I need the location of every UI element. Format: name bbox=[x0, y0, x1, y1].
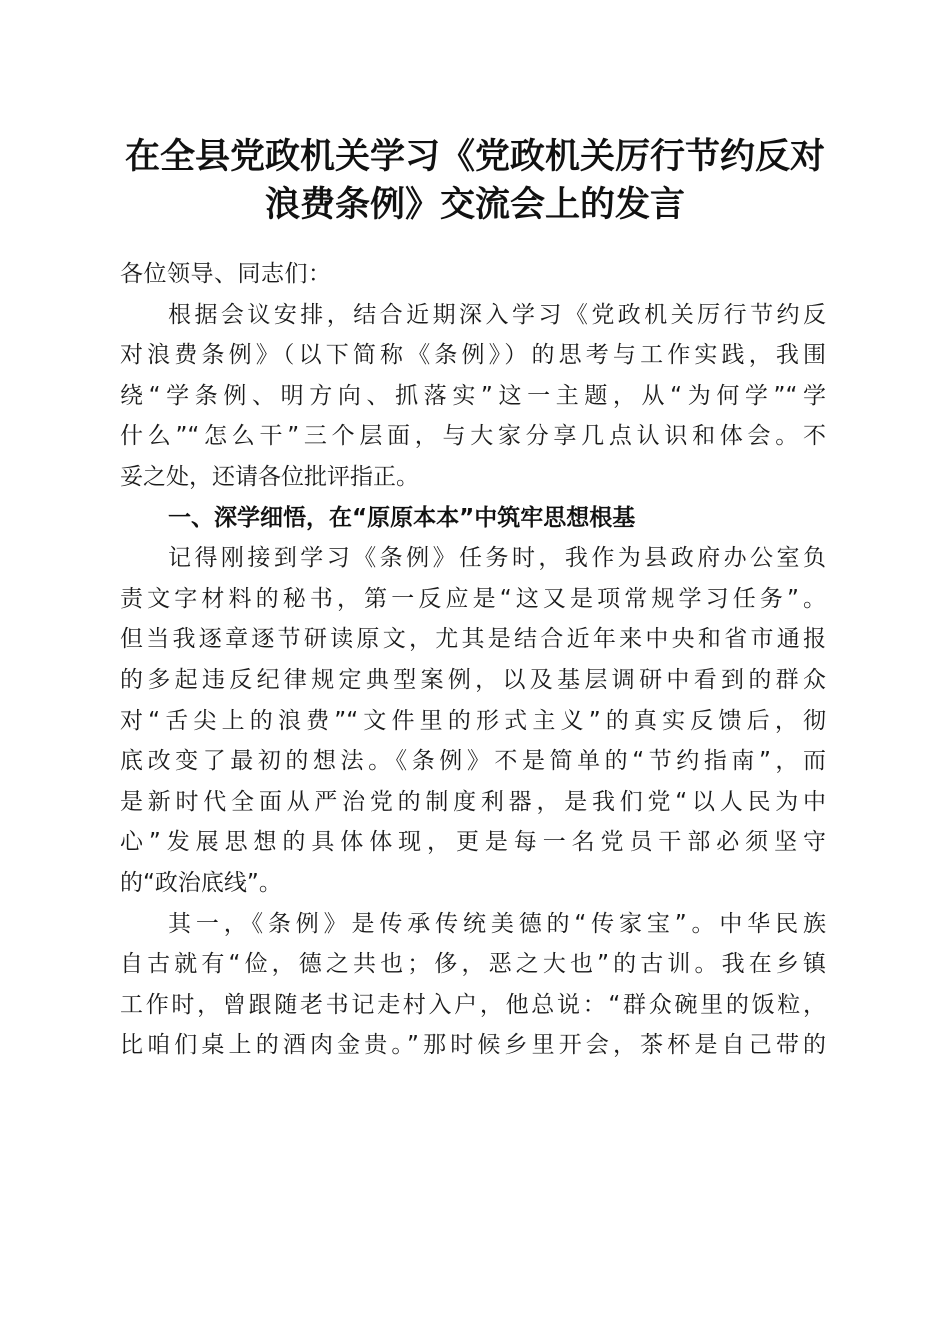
title-line: 浪费条例》交流会上的发言 bbox=[264, 184, 685, 225]
intro-paragraph bbox=[120, 295, 826, 498]
paragraph-line: 对“舌尖上的浪费”“文件里的形式主义”的真实反馈后，彻 bbox=[120, 707, 826, 734]
paragraph-line: 自古就有“俭，德之共也；侈，恶之大也”的古训。我在乡镇 bbox=[120, 951, 826, 978]
document-body bbox=[120, 254, 826, 1066]
section-heading: 一、深学细悟，在“原原本本”中筑牢思想根基 bbox=[168, 504, 636, 531]
paragraph-line: 底改变了最初的想法。《条例》不是简单的“节约指南”，而 bbox=[120, 748, 826, 775]
section-paragraph bbox=[120, 538, 826, 903]
paragraph-line: 心”发展思想的具体体现，更是每一名党员干部必须坚守 bbox=[120, 829, 826, 856]
paragraph-line: 对浪费条例》（以下简称《条例》）的思考与工作实践，我围 bbox=[120, 342, 826, 369]
document-title bbox=[110, 133, 840, 229]
paragraph-line: 什么”“怎么干”三个层面，与大家分享几点认识和体会。不 bbox=[120, 423, 826, 450]
paragraph-line: 比咱们桌上的酒肉金贵。”那时候乡里开会，茶杯是自己带的 bbox=[120, 1032, 826, 1059]
paragraph-line: 根据会议安排，结合近期深入学习《党政机关厉行节约反 bbox=[168, 301, 826, 328]
paragraph-line: 的多起违反纪律规定典型案例，以及基层调研中看到的群众 bbox=[120, 666, 826, 693]
paragraph-line: 妥之处，还请各位批评指正。 bbox=[120, 463, 419, 490]
paragraph-line: 绕“学条例、明方向、抓落实”这一主题，从“为何学”“学 bbox=[120, 382, 826, 409]
paragraph-line: 但当我逐章逐节研读原文，尤其是结合近年来中央和省市通报 bbox=[120, 626, 826, 653]
paragraph-line: 是新时代全面从严治党的制度利器，是我们党“以人民为中 bbox=[120, 788, 826, 815]
section-paragraph bbox=[120, 904, 826, 1066]
paragraph-line: 工作时，曾跟随老书记走村入户，他总说：“群众碗里的饭粒， bbox=[120, 991, 826, 1018]
title-line: 在全县党政机关学习《党政机关厉行节约反对 bbox=[124, 136, 825, 177]
paragraph-line: 记得刚接到学习《条例》任务时，我作为县政府办公室负 bbox=[168, 545, 826, 572]
paragraph-line: 的“政治底线”。 bbox=[120, 869, 282, 896]
salutation: 各位领导、同志们： bbox=[120, 261, 332, 287]
paragraph-line: 责文字材料的秘书，第一反应是“这又是项常规学习任务”。 bbox=[120, 585, 826, 612]
paragraph-line: 其一，《条例》是传承传统美德的“传家宝”。中华民族 bbox=[168, 910, 826, 937]
